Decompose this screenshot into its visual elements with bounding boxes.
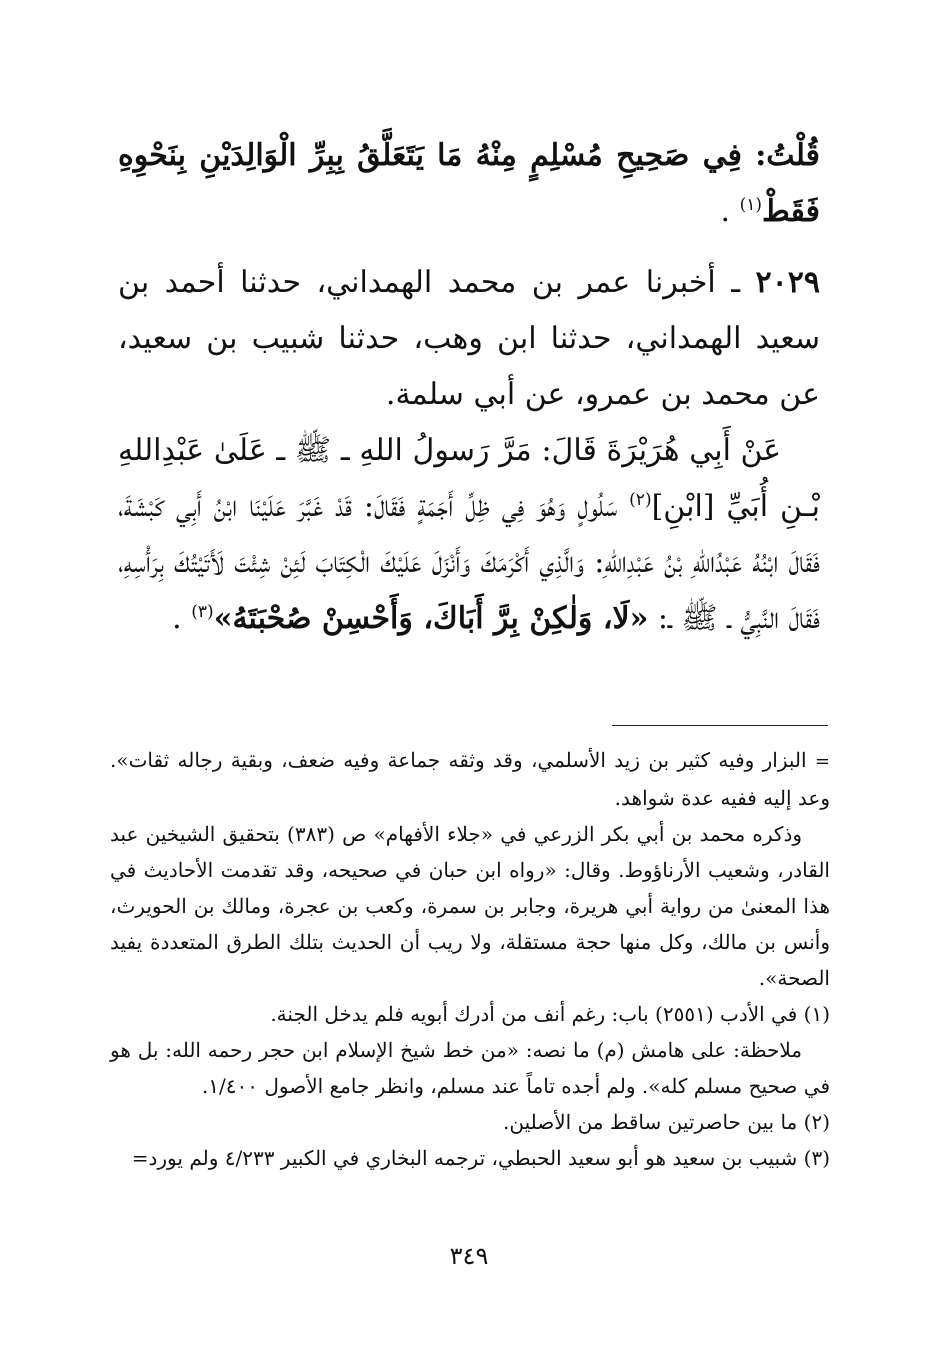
isnad-paragraph (118, 255, 820, 423)
footnote-divider (612, 725, 828, 726)
hadith-text-part1: عَنْ أَبِي هُرَيْرَةَ قَالَ: مَرَّ رَسولُ اللهِ ـ ﷺ ـ عَلَىٰ عَبْدِاللهِ بْـنِ أُبَيِّ [ابْنِ] (118, 433, 820, 524)
footnotes-section (110, 742, 830, 1176)
continuation-mark: = (814, 751, 830, 772)
period: . (720, 194, 731, 229)
footnote-ref-2[interactable]: (٢) (629, 490, 652, 510)
prophet-saying: «لَا، وَلٰكِنْ بِرَّ أَبَاكَ، وَأَحْسِنْ صُحْبَتَهُ» (213, 601, 649, 636)
author-comment-text: قُلْتُ: فِي صَحِيحِ مُسْلِمٍ مِنْهُ مَا يَتَعَلَّقُ بِبِرِّ الْوَالِدَيْنِ بِنَحْوِهِ فَقَطْ (118, 138, 820, 229)
hadith-text-part2: سَلُولٍ وَهُوَ فِي ظِلِّ أَجَمَةٍ فَقَالَ: قَدْ غَبَّرَ عَلَيْنَا ابْنُ أَبِي كَبْشَةَ، فَقَالَ ابْنُهُ عَبْدُاللهِ بْنُ عَبْدِاللهِ: وَالَّذِي أَكْرَمَكَ وَأَنْزَلَ عَلَيْكَ الْكِتَابَ لَئِنْ شِئْتَ لَأَتَيْتُكَ بِرَأْسِهِ، فَقَالَ النَّبِيُّ ـ ﷺ ـ: (118, 489, 820, 636)
footnote-3: (٣) شبيب بن سعيد هو أبو سعيد الحبطي، ترجمه البخاري في الكبير ٤/٢٣٣ ولم يورد= (131, 1146, 830, 1170)
footnote-1: (١) في الأدب (٢٥٥١) باب: رغم أنف من أدرك أبويه فلم يدخل الجنة. (270, 1002, 830, 1026)
isnad-text: ـ أخبرنا عمر بن محمد الهمداني، حدثنا أحمد بن سعيد الهمداني، حدثنا ابن وهب، حدثنا شبيب بن سعيد، عن محمد بن عمرو، عن أبي سلمة. (118, 265, 820, 412)
footnote-ref-1[interactable]: (١) (739, 195, 762, 215)
footnote-1-remark: ملاحظة: على هامش (م) ما نصه: «من خط شيخ الإسلام ابن حجر رحمه الله: بل هو في صحيح مسلم كله». ولم أجده تاماً عند مسلم، وانظر جامع الأصول ١/٤٠٠. (110, 1038, 830, 1098)
hadith-text-paragraph (118, 423, 820, 647)
footnote-ref-3[interactable]: (٣) (191, 602, 214, 622)
period: . (172, 601, 182, 636)
footnote-continuation (110, 742, 830, 816)
footnote-continuation-para: وذكره محمد بن أبي بكر الزرعي في «جلاء الأفهام» ص (٣٨٣) بتحقيق الشيخين عبد القادر، وشعيب الأرناؤوط. وقال: «رواه ابن حبان في صحيحه، وقد تقدمت الأحاديث في هذا المعنىٰ من رواية أبي هريرة، وجابر بن سمرة، وكعب بن عجرة، ومالك بن الحويرث، وأنس بن مالك، وكل منها حجة مستقلة، ولا ريب أن الحديث بتلك الطرق المتعددة يفيد الصحة». (110, 822, 830, 990)
hadith-number: ٢٠٢٩ (755, 265, 820, 300)
page-number: ٣٤٩ (449, 1242, 489, 1270)
footnote-2: (٢) ما بين حاصرتين ساقط من الأصلين. (503, 1110, 830, 1134)
footnote-continuation-text: البزار وفيه كثير بن زيد الأسلمي، وقد وثقه جماعة وفيه ضعف، وبقية رجاله ثقات». وعد إليه ففيه عدة شواهد. (110, 748, 830, 810)
author-comment-paragraph (118, 128, 820, 240)
